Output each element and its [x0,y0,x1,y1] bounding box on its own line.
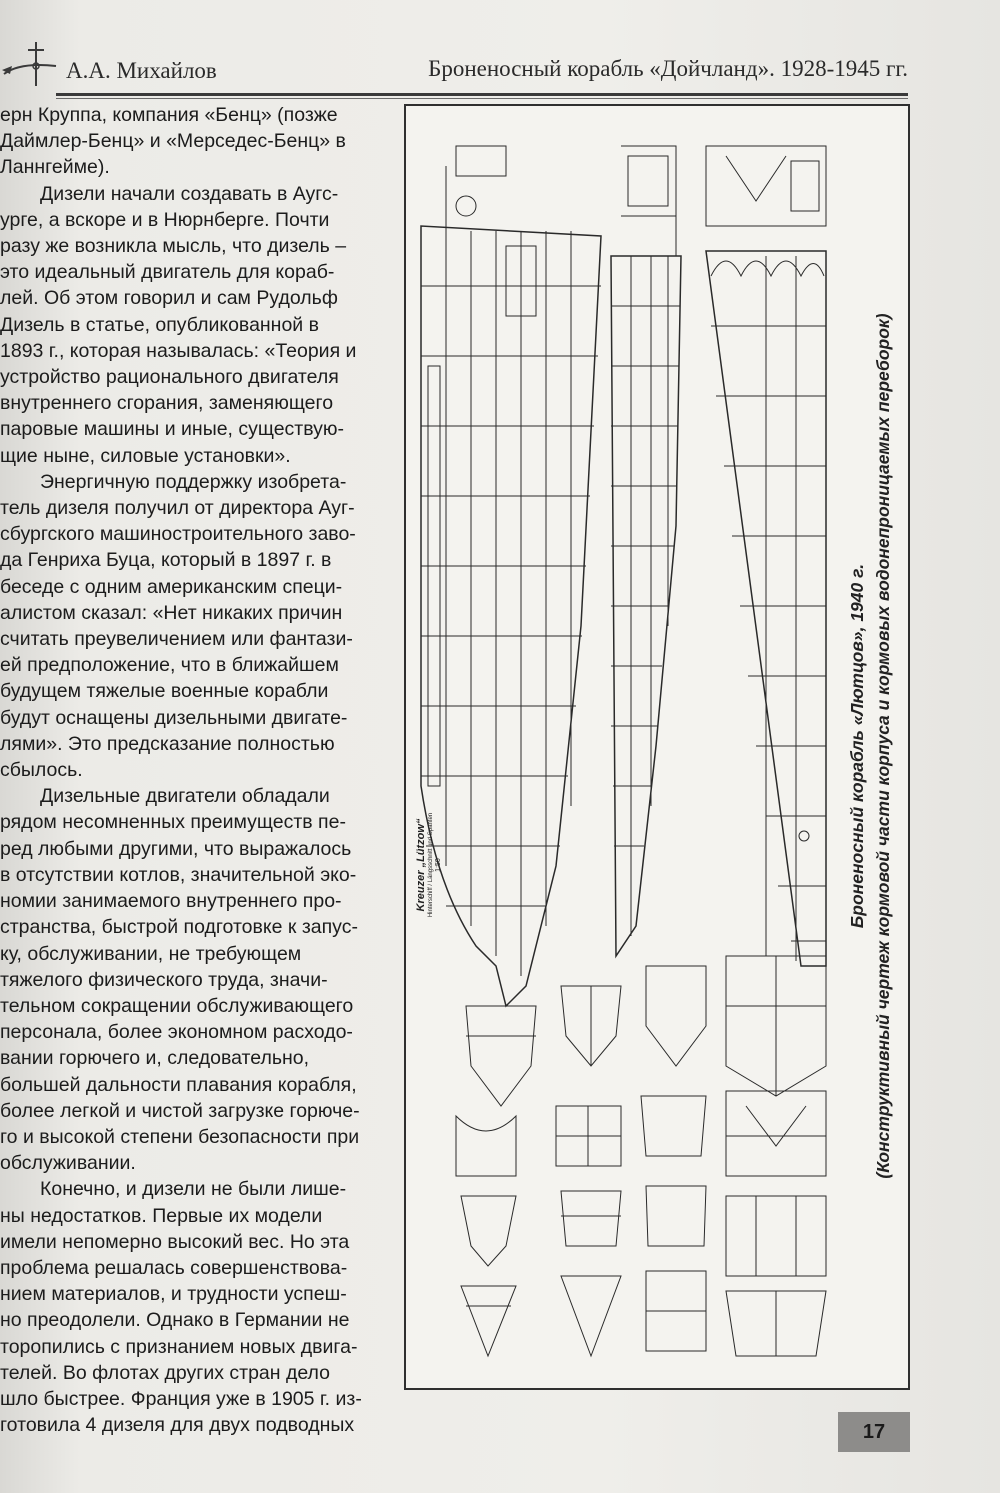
text-line: паровые машины и иные, существую- [0,418,345,441]
header-author: А.А. Михайлов [66,58,217,83]
drawing-label: Kreuzer „Lützow“ [415,818,427,912]
text-line: считать преувеличением или фантази- [0,628,353,651]
header-rule-thin [56,98,908,99]
text-line: Дизели начали создавать в Аугс- [40,182,339,205]
drawing-sublabel: Hinterschiff / Längsschnitt und Spanten [428,812,434,918]
text-line: да Генриха Буца, который в 1897 г. в [0,549,332,572]
figure-caption [836,106,904,1384]
text-line: тяжелого физического труда, значи- [0,968,328,991]
page-number: 17 [862,1421,886,1443]
figure-caption-text [844,313,896,1178]
body-text-column [0,102,384,1437]
text-line: Дизельные двигатели обладали [40,785,330,808]
text-line: лями». Это предсказание полностью [0,732,335,755]
text-line: шло быстрее. Франция уже в 1905 г. из- [0,1387,362,1410]
text-line: это идеальный двигатель для кораб- [0,261,335,284]
text-line: но преодолели. Однако в Германии не [0,1309,350,1332]
header-rule [56,93,908,96]
paragraph [0,1176,384,1438]
text-line: лей. Об этом говорил и сам Рудольф [0,287,338,310]
text-line: рядом несомненных преимуществ пе- [0,811,346,834]
text-line: более легкой и чистой загрузке горюче- [0,1099,360,1122]
text-line: торопились с признанием новых двига- [0,1335,358,1358]
text-line: ерн Круппа, компания «Бенц» (позже [0,104,338,126]
text-line: проблема решалась совершенствова- [0,1256,348,1279]
drawing-stamp [415,805,495,925]
text-line: внутреннего сгорания, заменяющего [0,392,334,415]
text-line: будущем тяжелые военные корабли [0,680,329,703]
text-line: номии занимаемого внутреннего про- [0,890,342,913]
text-line: большей дальности плавания корабля, [0,1073,357,1096]
text-line: тель дизеля получил от директора Ауг- [0,497,355,520]
drawing-scale: 1:50 [435,858,442,872]
caption-line-1: Броненосный корабль «Лютцов», 1940 г. [847,563,867,929]
text-line: го и высокой степени безопасности при [0,1125,360,1148]
text-line: разу же возникла мысль, что дизель – [0,235,347,258]
text-line: обслуживании. [0,1152,136,1175]
caption-line-2: (Конструктивный чертеж кормовой части корпуса и кормовых водонепроницаемых переборок) [873,313,893,1179]
text-line: алистом сказал: «Нет никаких причин [0,601,343,624]
paragraph [0,181,384,469]
text-line: устройство рационального двигателя [0,366,339,389]
paragraph [0,783,384,1176]
text-line: Конечно, и дизели не были лише- [40,1178,347,1201]
text-line: беседе с одним американским специ- [0,575,343,598]
text-line: тельном сокращении обслуживающего [0,994,354,1017]
text-line: щие ныне, силовые установки». [0,444,291,467]
text-line: Ланнгейме). [0,156,110,179]
text-line: ей предположение, что в ближайшем [0,654,339,677]
text-line: Энергичную поддержку изобрета- [40,470,347,493]
text-line: сбылось. [0,759,83,782]
paragraph [0,469,384,783]
text-line: урге, а вскоре и в Нюрнберге. Почти [0,208,330,231]
paragraph [0,102,384,181]
text-line: странства, быстрой подготовке к запус- [0,916,358,939]
text-line: вании горючего и, следовательно, [0,1047,310,1070]
text-line: нием материалов, и трудности успеш- [0,1283,347,1306]
text-line: имели непомерно высокий вес. Но эта [0,1230,350,1253]
text-line: ред любыми другими, что выражалось [0,837,352,860]
ship-blueprint-drawing [406,106,836,1384]
text-line: 1893 г., которая называлась: «Теория и [0,339,357,362]
text-line: в отсутствии котлов, значительной эко- [0,863,357,886]
text-line: сбургского машиностроительного заво- [0,523,356,546]
text-line: будут оснащены дизельными двигате- [0,706,348,729]
anchor-logo-icon [0,40,60,90]
text-line: ку, обслуживании, не требующем [0,942,302,965]
text-line: Дизель в статье, опубликованной в [0,313,319,336]
text-line: персонала, более экономном расходо- [0,1021,353,1044]
text-line: готовила 4 дизеля для двух подводных [0,1414,355,1437]
text-line: ны недостатков. Первые их модели [0,1204,323,1227]
text-line: телей. Во флотах других стран дело [0,1361,330,1384]
text-line: Даймлер-Бенц» и «Мерседес-Бенц» в [0,130,346,153]
header-title: Броненосный корабль «Дойчланд». 1928-1945 гг. [428,56,908,81]
